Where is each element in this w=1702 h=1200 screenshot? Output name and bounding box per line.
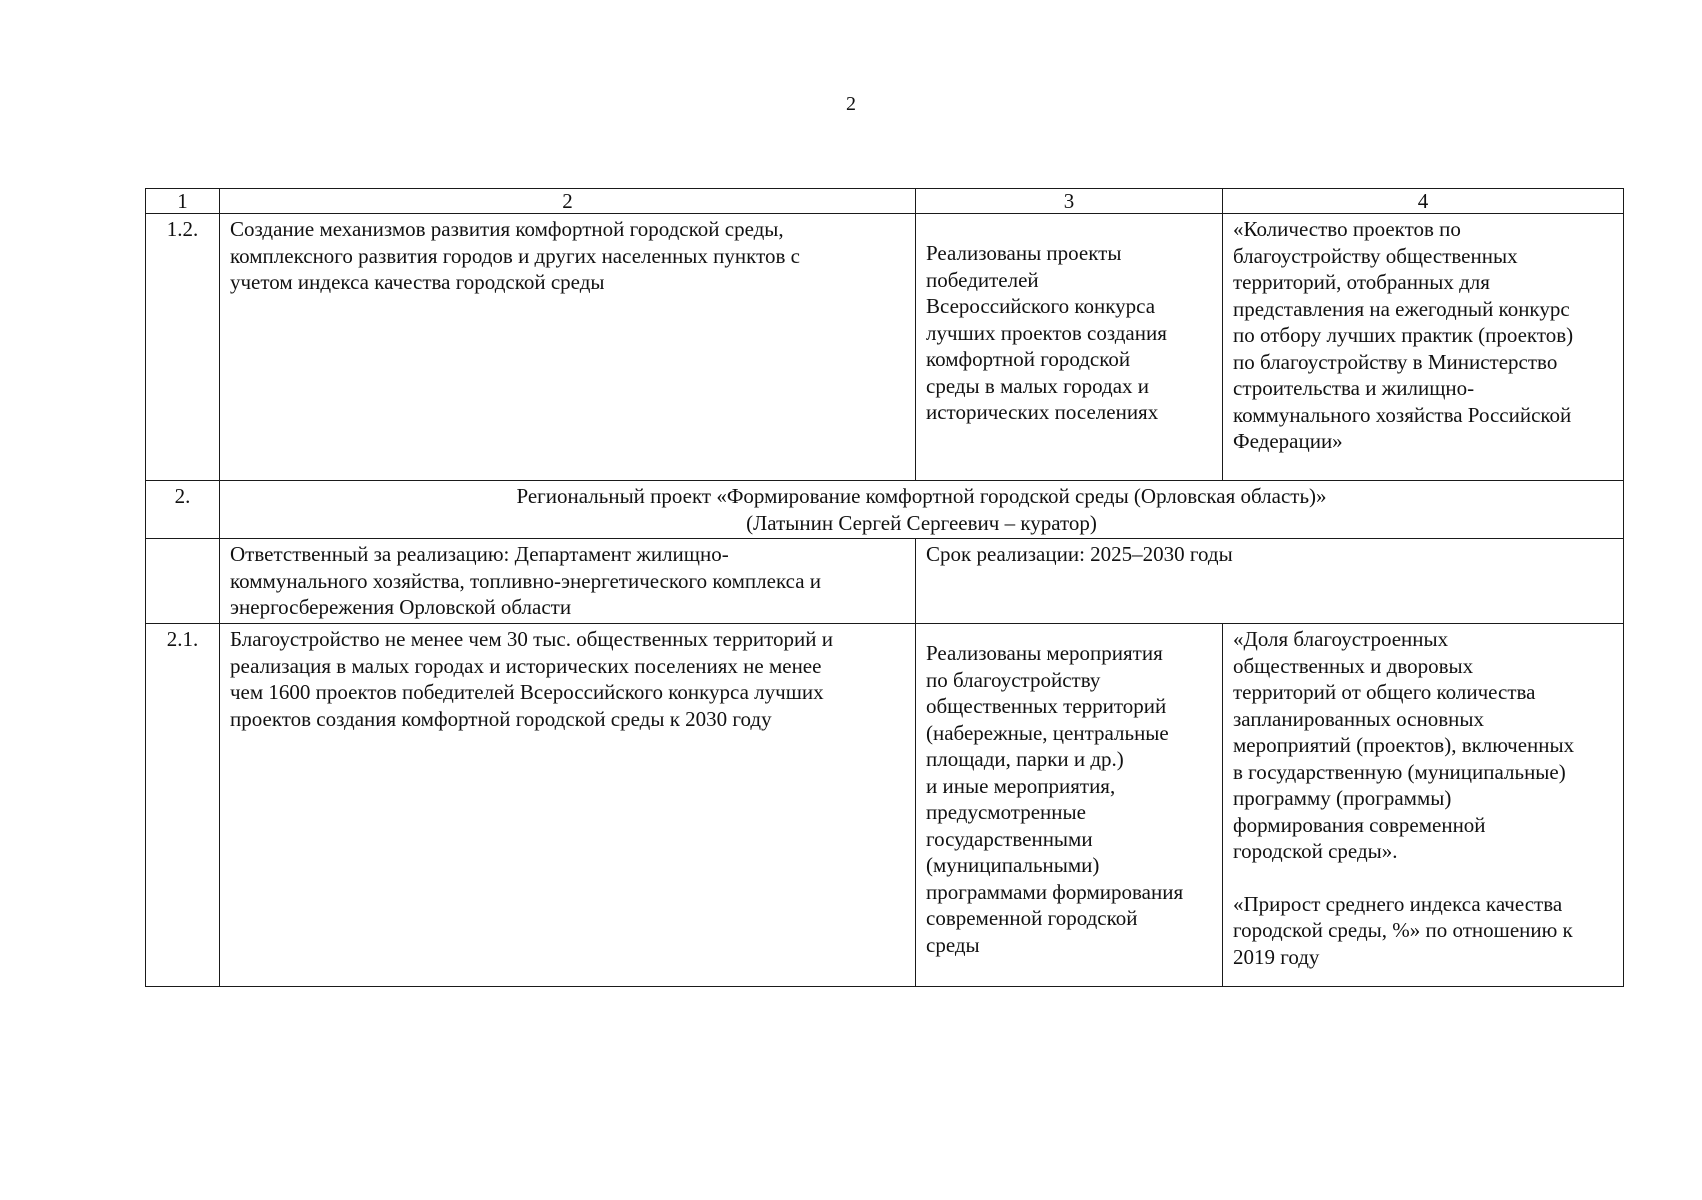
row-number: 2.: [146, 481, 220, 539]
indicator-share: «Доля благоустроенных общественных и дворовых территорий от общего количества запланированных основных мероприятий (проектов), включенных в государственную (муниципальные) программу (программы) формирования современной городской среды».: [1233, 627, 1575, 863]
table-header-row: [146, 189, 1624, 214]
indicator-cell: «Количество проектов по благоустройству общественных территорий, отобранных для представления на ежегодный конкурс по отбору лучших практик (проектов) по благоустройству в Министерство строительства и жилищно- коммунального хозяйства Российской Федерации»: [1223, 214, 1624, 481]
result-cell: Реализованы мероприятия по благоустройству общественных территорий (набережные, центральные площади, парки и др.) и иные мероприятия, предусмотренные государственными (муниципальными) программами формирования современной городской среды: [916, 624, 1223, 987]
task-cell: Благоустройство не менее чем 30 тыс. общественных территорий и реализация в малых городах и исторических поселениях не менее чем 1600 проектов победителей Всероссийского конкурса лучших проектов создания комфортной городской среды к 2030 году: [220, 624, 916, 987]
responsible-row: [146, 539, 1624, 624]
measures-table: [145, 188, 1624, 987]
indicator-cell: [1223, 624, 1624, 987]
project-row: [146, 481, 1624, 539]
paragraph-gap: [1233, 865, 1613, 891]
task-cell: Создание механизмов развития комфортной городской среды, комплексного развития городов и других населенных пунктов с учетом индекса качества городской среды: [220, 214, 916, 481]
column-number-4: 4: [1223, 189, 1624, 214]
page-number: 2: [846, 93, 856, 115]
table-row: [146, 214, 1624, 481]
table-row: [146, 624, 1624, 987]
result-cell: Реализованы проекты победителей Всероссийского конкурса лучших проектов создания комфортной городской среды в малых городах и исторических поселениях: [916, 214, 1223, 481]
regional-project-title: Региональный проект «Формирование комфортной городской среды (Орловская область)» (Латынин Сергей Сергеевич – куратор): [220, 481, 1624, 539]
responsible-cell: Ответственный за реализацию: Департамент жилищно- коммунального хозяйства, топливно-энергетического комплекса и энергосбережения Орловской области: [220, 539, 916, 624]
row-number: 2.1.: [146, 624, 220, 987]
column-number-3: 3: [916, 189, 1223, 214]
column-number-2: 2: [220, 189, 916, 214]
term-cell: Срок реализации: 2025–2030 годы: [916, 539, 1624, 624]
indicator-growth: «Прирост среднего индекса качества городской среды, %» по отношению к 2019 году: [1233, 891, 1573, 969]
row-number: 1.2.: [146, 214, 220, 481]
empty-number-cell: [146, 539, 220, 624]
column-number-1: 1: [146, 189, 220, 214]
